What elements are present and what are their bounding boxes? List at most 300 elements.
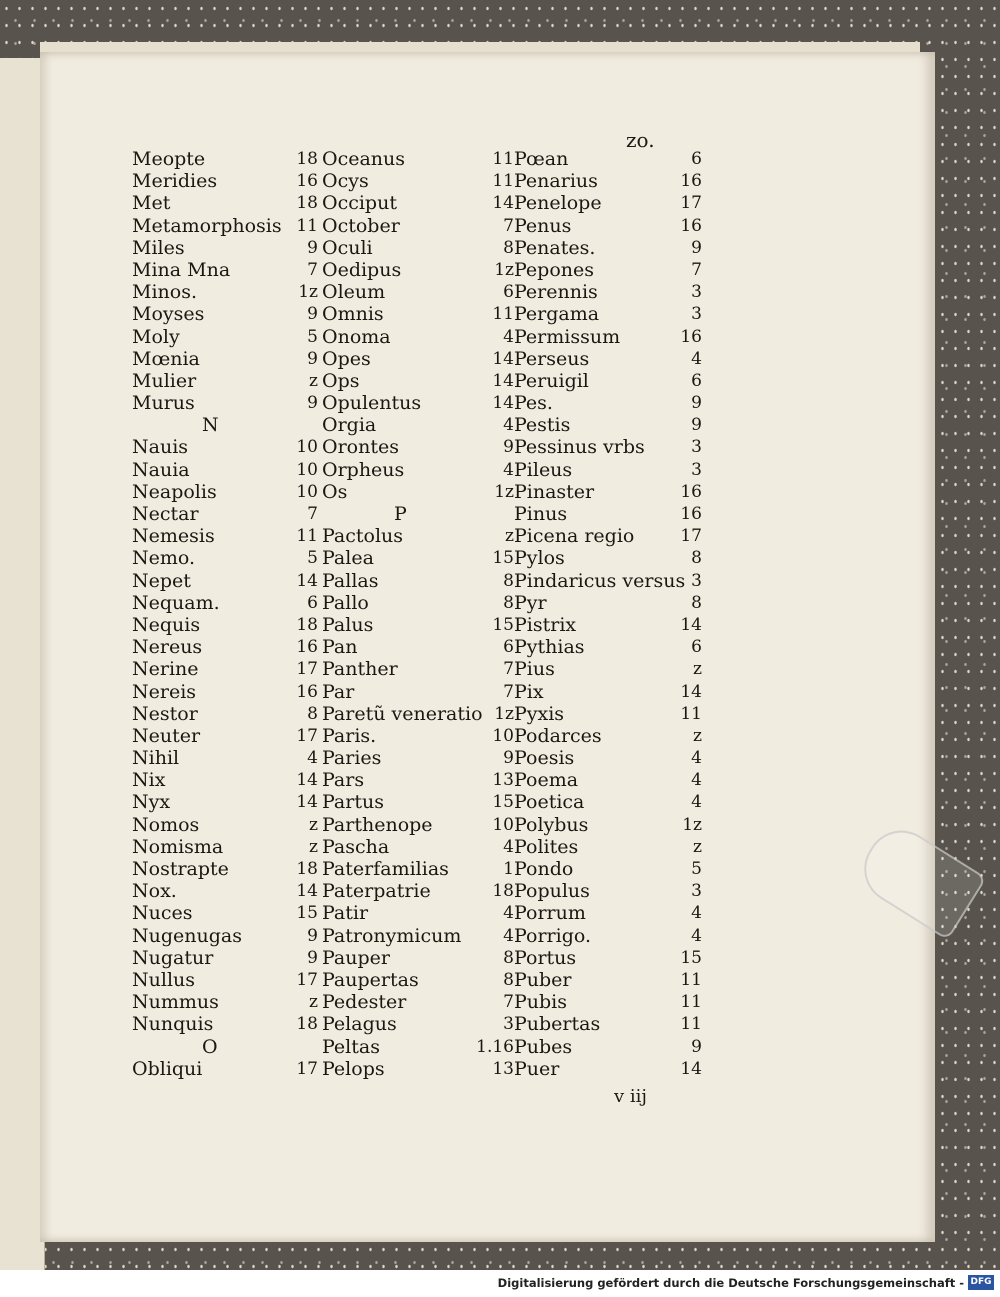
index-entry [322, 747, 518, 769]
entry-page-ref: 10 [296, 437, 318, 458]
entry-page-ref: 14 [296, 792, 318, 813]
dfg-logo: DFG [968, 1275, 994, 1290]
entry-page-ref: 7 [307, 504, 318, 524]
index-entry [322, 170, 518, 192]
entry-term: Oleum [322, 281, 386, 304]
entry-term: Opulentus [322, 392, 422, 415]
index-entry [322, 1013, 518, 1035]
entry-term: Mulier [132, 369, 197, 392]
entry-term: Pan [322, 636, 358, 659]
entry-page-ref: 4 [691, 770, 702, 791]
entry-term: Pubertas [514, 1013, 601, 1036]
index-entry [132, 481, 322, 503]
entry-term: Nauia [132, 458, 190, 481]
entry-page-ref: 3 [691, 570, 702, 591]
entry-term: Poesis [514, 747, 575, 770]
index-entry [322, 814, 518, 836]
entry-page-ref: 8 [307, 703, 318, 724]
entry-term: Pistrix [514, 613, 577, 636]
index-entry [322, 570, 518, 592]
entry-page-ref: 11 [492, 304, 514, 325]
index-entry [514, 326, 706, 348]
entry-term: Pythias [514, 636, 585, 659]
entry-term: Pelagus [322, 1013, 397, 1036]
entry-term: P [394, 503, 407, 525]
entry-page-ref: 15 [492, 792, 514, 813]
entry-term: Penates. [514, 236, 596, 259]
entry-term: Nullus [132, 968, 196, 991]
entry-page-ref: 11 [680, 969, 702, 990]
index-entry [514, 880, 706, 902]
entry-page-ref: 4 [503, 836, 514, 857]
entry-page-ref: 9 [307, 393, 318, 414]
entry-term: Pergama [514, 303, 600, 326]
entry-term: Ocys [322, 170, 369, 193]
index-entry [132, 681, 322, 703]
entry-page-ref: 17 [680, 193, 702, 214]
index-entry [132, 658, 322, 680]
entry-page-ref: z [693, 836, 702, 857]
entry-page-ref: z [309, 992, 318, 1013]
entry-term: Pylos [514, 547, 565, 570]
entry-page-ref: 4 [503, 415, 514, 436]
entry-term: Orgia [322, 414, 377, 437]
index-entry [514, 281, 706, 303]
entry-term: Neapolis [132, 480, 217, 503]
entry-page-ref: 18 [296, 193, 318, 214]
index-entry [322, 259, 518, 281]
entry-term: Picena regio [514, 525, 635, 548]
entry-term: Permissum [514, 325, 621, 348]
index-entry [132, 814, 322, 836]
entry-page-ref: 18 [296, 859, 318, 879]
footer-credit: Digitalisierung gefördert durch die Deutsche Forschungsgemeinschaft - [497, 1276, 964, 1290]
entry-term: Pactolus [322, 525, 404, 548]
entry-page-ref: 5 [691, 859, 702, 879]
index-entry [514, 703, 706, 725]
index-entry [322, 681, 518, 703]
entry-term: Os [322, 480, 348, 503]
entry-page-ref: 11 [680, 992, 702, 1013]
index-column-2 [322, 148, 518, 1080]
entry-term: Nugatur [132, 946, 214, 969]
entry-page-ref: 14 [680, 681, 702, 702]
index-entry [514, 681, 706, 703]
entry-page-ref: 9 [691, 415, 702, 436]
index-entry [132, 570, 322, 592]
index-entry [514, 459, 706, 481]
index-entry [132, 614, 322, 636]
entry-term: Ops [322, 369, 360, 392]
index-entry [132, 281, 322, 303]
index-entry [514, 747, 706, 769]
entry-term: Nerine [132, 658, 199, 681]
index-entry [132, 592, 322, 614]
index-entry [322, 392, 518, 414]
entry-term: O [202, 1035, 218, 1058]
index-entry [514, 858, 706, 880]
index-entry [322, 326, 518, 348]
entry-term: Populus [514, 880, 590, 903]
entry-page-ref: 6 [691, 370, 702, 391]
index-entry [322, 592, 518, 614]
entry-page-ref: z [309, 836, 318, 857]
entry-term: October [322, 214, 400, 237]
index-entry [514, 947, 706, 969]
index-entry [514, 392, 706, 414]
entry-term: Pubis [514, 991, 568, 1014]
index-entry [132, 392, 322, 414]
index-entry [514, 614, 706, 636]
entry-page-ref: 7 [503, 681, 514, 702]
entry-page-ref: 4 [503, 459, 514, 480]
entry-page-ref: 4 [503, 925, 514, 946]
entry-page-ref: 3 [691, 459, 702, 480]
entry-term: Moyses [132, 303, 205, 326]
entry-page-ref: 15 [680, 947, 702, 968]
index-entry [322, 880, 518, 902]
entry-page-ref: 4 [691, 348, 702, 369]
entry-page-ref: z [505, 526, 514, 547]
entry-term: Nunquis [132, 1013, 214, 1036]
entry-term: Puer [514, 1057, 560, 1080]
entry-term: Nestor [132, 702, 198, 725]
entry-page-ref: 4 [307, 748, 318, 769]
entry-term: Pœan [514, 148, 569, 170]
entry-term: Meopte [132, 148, 206, 170]
section-letter [322, 503, 518, 525]
entry-page-ref: 9 [307, 348, 318, 369]
entry-term: Neuter [132, 724, 201, 747]
entry-page-ref: 6 [691, 637, 702, 658]
entry-term: Pileus [514, 458, 573, 481]
index-entry [514, 259, 706, 281]
entry-term: Parthenope [322, 813, 433, 836]
index-entry [322, 348, 518, 370]
entry-page-ref: 6 [307, 592, 318, 613]
index-entry [132, 1058, 322, 1080]
entry-page-ref: 8 [503, 969, 514, 990]
index-entry [132, 192, 322, 214]
entry-page-ref: 9 [503, 748, 514, 769]
index-entry [514, 725, 706, 747]
entry-term: Nostrapte [132, 858, 229, 880]
index-entry [322, 658, 518, 680]
entry-page-ref: 4 [691, 748, 702, 769]
entry-term: Miles [132, 236, 185, 259]
entry-page-ref: 1z [494, 481, 514, 502]
entry-term: Orontes [322, 436, 399, 459]
entry-term: Pix [514, 680, 544, 703]
index-entry [132, 991, 322, 1013]
index-entry [132, 237, 322, 259]
entry-term: Nox. [132, 880, 177, 903]
index-entry [514, 1013, 706, 1035]
entry-term: Oedipus [322, 258, 402, 281]
entry-term: Polybus [514, 813, 589, 836]
entry-page-ref: 7 [691, 259, 702, 280]
index-entry [132, 547, 322, 569]
entry-page-ref: 1.16 [476, 1036, 514, 1057]
index-entry [514, 348, 706, 370]
entry-page-ref: 14 [680, 614, 702, 635]
entry-term: Nummus [132, 991, 219, 1014]
index-entry [322, 725, 518, 747]
index-entry [132, 747, 322, 769]
index-entry [322, 148, 518, 170]
index-entry [132, 725, 322, 747]
index-entry [514, 814, 706, 836]
entry-term: Nihil [132, 747, 180, 770]
entry-page-ref: 18 [492, 881, 514, 902]
entry-page-ref: 5 [307, 548, 318, 569]
entry-term: Mina Mna [132, 258, 231, 281]
index-entry [514, 592, 706, 614]
footer-bar [0, 1270, 1000, 1297]
index-entry [514, 1058, 706, 1080]
index-entry [514, 791, 706, 813]
entry-page-ref: 3 [691, 304, 702, 325]
index-entry [514, 503, 706, 525]
index-entry [322, 281, 518, 303]
index-entry [514, 481, 706, 503]
index-entry [322, 614, 518, 636]
index-entry [514, 148, 706, 170]
entry-page-ref: 9 [691, 237, 702, 258]
index-entry [132, 858, 322, 880]
entry-page-ref: 9 [503, 437, 514, 458]
entry-page-ref: 17 [296, 1058, 318, 1079]
entry-term: Pinaster [514, 480, 595, 503]
index-entry [322, 459, 518, 481]
entry-term: Paterpatrie [322, 880, 431, 903]
entry-term: Nereus [132, 636, 203, 659]
entry-page-ref: 17 [296, 969, 318, 990]
entry-page-ref: 14 [492, 193, 514, 214]
entry-page-ref: 15 [296, 903, 318, 924]
entry-page-ref: 5 [307, 326, 318, 347]
entry-term: Patronymicum [322, 924, 462, 947]
entry-page-ref: 9 [307, 925, 318, 946]
entry-page-ref: 13 [492, 1058, 514, 1079]
index-entry [322, 836, 518, 858]
entry-term: Nugenugas [132, 924, 242, 947]
entry-page-ref: 1z [298, 282, 318, 303]
index-entry [132, 880, 322, 902]
entry-term: Murus [132, 392, 195, 415]
entry-term: Pinus [514, 503, 568, 525]
index-entry [322, 370, 518, 392]
entry-page-ref: 9 [307, 237, 318, 258]
entry-term: Pallas [322, 569, 379, 592]
entry-term: Partus [322, 791, 384, 814]
left-page-edge [0, 58, 45, 1270]
entry-page-ref: 8 [503, 237, 514, 258]
entry-page-ref: 8 [503, 570, 514, 591]
entry-page-ref: 11 [492, 171, 514, 192]
entry-page-ref: 17 [296, 659, 318, 680]
entry-page-ref: 4 [691, 925, 702, 946]
index-entry [132, 459, 322, 481]
entry-term: Pyxis [514, 702, 565, 725]
entry-term: Nequam. [132, 591, 220, 614]
entry-page-ref: 8 [691, 548, 702, 569]
entry-term: Nectar [132, 503, 199, 525]
entry-page-ref: 10 [296, 459, 318, 480]
entry-term: Nequis [132, 613, 201, 636]
index-entry [322, 547, 518, 569]
index-entry [514, 303, 706, 325]
entry-page-ref: 14 [680, 1058, 702, 1079]
entry-term: Nepet [132, 569, 191, 592]
entry-page-ref: 8 [691, 592, 702, 613]
index-entry [514, 925, 706, 947]
section-letter [132, 414, 322, 436]
index-entry [322, 303, 518, 325]
index-column-3 [514, 148, 706, 1080]
entry-term: Mœnia [132, 347, 200, 370]
entry-term: Perennis [514, 281, 598, 304]
entry-page-ref: 1z [494, 259, 514, 280]
entry-term: Peltas [322, 1035, 380, 1058]
index-entry [132, 436, 322, 458]
entry-page-ref: 16 [680, 326, 702, 347]
index-entry [514, 836, 706, 858]
entry-page-ref: 6 [503, 637, 514, 658]
entry-term: Nemesis [132, 525, 215, 548]
index-entry [322, 192, 518, 214]
index-entry [132, 1013, 322, 1035]
index-entry [514, 902, 706, 924]
index-entry [514, 192, 706, 214]
entry-term: Pessinus vrbs [514, 436, 645, 459]
entry-page-ref: 18 [296, 149, 318, 169]
entry-page-ref: 14 [492, 370, 514, 391]
entry-term: Pubes [514, 1035, 573, 1058]
entry-term: Nauis [132, 436, 189, 459]
entry-term: Nyx [132, 791, 171, 814]
entry-page-ref: 6 [503, 282, 514, 303]
entry-page-ref: 15 [492, 614, 514, 635]
entry-term: Perseus [514, 347, 590, 370]
entry-page-ref: 3 [691, 881, 702, 902]
index-entry [132, 969, 322, 991]
entry-page-ref: 4 [691, 792, 702, 813]
entry-term: Penarius [514, 170, 598, 193]
index-entry [132, 836, 322, 858]
entry-page-ref: 4 [503, 903, 514, 924]
entry-page-ref: 16 [680, 215, 702, 236]
entry-term: Oculi [322, 236, 373, 259]
index-entry [514, 370, 706, 392]
entry-page-ref: 10 [296, 481, 318, 502]
entry-page-ref: 18 [296, 1014, 318, 1035]
entry-page-ref: 13 [492, 770, 514, 791]
entry-term: Onoma [322, 325, 391, 348]
entry-term: Omnis [322, 303, 384, 326]
index-entry [132, 348, 322, 370]
index-entry [514, 525, 706, 547]
entry-term: Paretũ veneratio [322, 702, 483, 725]
entry-term: Met [132, 192, 171, 215]
index-entry [132, 902, 322, 924]
index-entry [514, 237, 706, 259]
index-entry [322, 414, 518, 436]
index-entry [132, 925, 322, 947]
entry-term: Nemo. [132, 547, 196, 570]
entry-term: Obliqui [132, 1057, 203, 1080]
index-entry [322, 1058, 518, 1080]
index-entry [132, 525, 322, 547]
entry-term: Nuces [132, 902, 193, 925]
entry-term: Porrigo. [514, 924, 592, 947]
entry-term: Moly [132, 325, 180, 348]
entry-page-ref: 11 [296, 526, 318, 547]
entry-page-ref: 11 [680, 1014, 702, 1035]
index-entry [322, 969, 518, 991]
entry-term: Penus [514, 214, 572, 237]
entry-page-ref: 9 [307, 947, 318, 968]
entry-term: Panther [322, 658, 398, 681]
entry-page-ref: 9 [691, 1036, 702, 1057]
entry-page-ref: 1z [494, 703, 514, 724]
index-entry [322, 858, 518, 880]
entry-page-ref: z [693, 659, 702, 680]
entry-term: Poema [514, 769, 579, 792]
entry-page-ref: z [693, 725, 702, 746]
index-entry [322, 902, 518, 924]
index-entry [132, 259, 322, 281]
entry-term: Metamorphosis [132, 214, 282, 237]
index-entry [132, 370, 322, 392]
entry-term: Pascha [322, 835, 390, 858]
entry-page-ref: 16 [680, 504, 702, 524]
index-entry [132, 636, 322, 658]
entry-page-ref: 11 [492, 149, 514, 169]
index-entry [514, 436, 706, 458]
index-entry [132, 503, 322, 525]
entry-term: Podarces [514, 724, 602, 747]
index-entry [322, 525, 518, 547]
entry-term: Palus [322, 613, 374, 636]
entry-page-ref: 14 [296, 770, 318, 791]
entry-page-ref: 10 [492, 725, 514, 746]
index-entry [132, 215, 322, 237]
entry-term: Opes [322, 347, 371, 370]
index-entry [322, 703, 518, 725]
index-entry [132, 303, 322, 325]
entry-page-ref: 14 [492, 348, 514, 369]
entry-page-ref: 8 [503, 592, 514, 613]
index-entry [514, 636, 706, 658]
entry-term: Pes. [514, 392, 553, 415]
entry-term: Minos. [132, 281, 197, 304]
entry-page-ref: 18 [296, 614, 318, 635]
entry-term: Meridies [132, 170, 218, 193]
index-column-1 [132, 148, 322, 1080]
entry-term: Orpheus [322, 458, 405, 481]
entry-page-ref: 3 [503, 1014, 514, 1035]
entry-page-ref: 15 [492, 548, 514, 569]
entry-page-ref: 1z [682, 814, 702, 835]
index-entry [322, 636, 518, 658]
entry-term: Nereis [132, 680, 197, 703]
entry-term: Pestis [514, 414, 571, 437]
entry-page-ref: 16 [296, 637, 318, 658]
entry-term: Pedester [322, 991, 407, 1014]
entry-term: Pindaricus versus [514, 569, 686, 592]
section-letter [132, 1036, 322, 1058]
